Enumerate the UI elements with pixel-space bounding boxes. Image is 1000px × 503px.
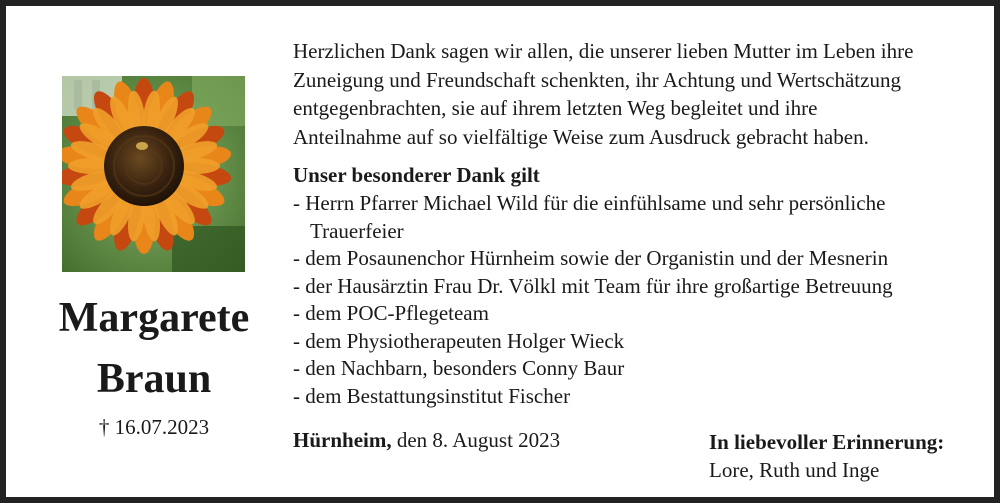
- intro-line: Zuneigung und Freundschaft schenkten, ihr Achtung und Wertschätzung: [293, 67, 901, 92]
- thanks-item: - dem Physiotherapeuten Holger Wieck: [293, 328, 625, 353]
- thanks-item: - dem POC-Pflegeteam: [293, 301, 489, 325]
- place-date: [293, 428, 560, 453]
- intro-line: Herzlichen Dank sagen wir allen, die unserer lieben Mutter im Leben ihre: [293, 39, 914, 63]
- deceased-first-name: Margarete: [58, 295, 250, 341]
- sunflower-photo: [62, 76, 245, 272]
- thanks-item: - dem Bestattungsinstitut Fischer: [293, 383, 571, 408]
- thanks-list: [293, 190, 983, 410]
- date: den 8. August 2023: [396, 428, 561, 452]
- thanks-item: - dem Posaunenchor Hürnheim sowie der Organistin und der Mesnerin: [293, 246, 889, 270]
- thanks-heading: Unser besonderer Dank gilt: [293, 163, 540, 187]
- intro-line: Anteilnahme auf so vielfältige Weise zum Ausdruck gebracht haben.: [293, 124, 869, 149]
- thanks-item: - Herrn Pfarrer Michael Wild für die einfühlsame und sehr persönliche: [293, 191, 886, 215]
- memory-heading: In liebevoller Erinnerung:: [709, 430, 945, 454]
- place: Hürnheim,: [293, 428, 392, 452]
- memory-block: [709, 428, 944, 484]
- family-names: Lore, Ruth und Inge: [709, 458, 880, 482]
- death-date: † 16.07.2023: [98, 415, 210, 439]
- intro-line: entgegenbrachten, sie auf ihrem letzten Weg begleitet und ihre: [293, 96, 818, 120]
- thanks-item: - der Hausärztin Frau Dr. Völkl mit Team für ihre großartige Betreuung: [293, 273, 893, 298]
- thanks-intro: [293, 37, 983, 151]
- thanks-item: - den Nachbarn, besonders Conny Baur: [293, 356, 625, 380]
- deceased-last-name: Braun: [96, 356, 212, 402]
- thanks-item-continued: Trauerfeier: [310, 218, 404, 243]
